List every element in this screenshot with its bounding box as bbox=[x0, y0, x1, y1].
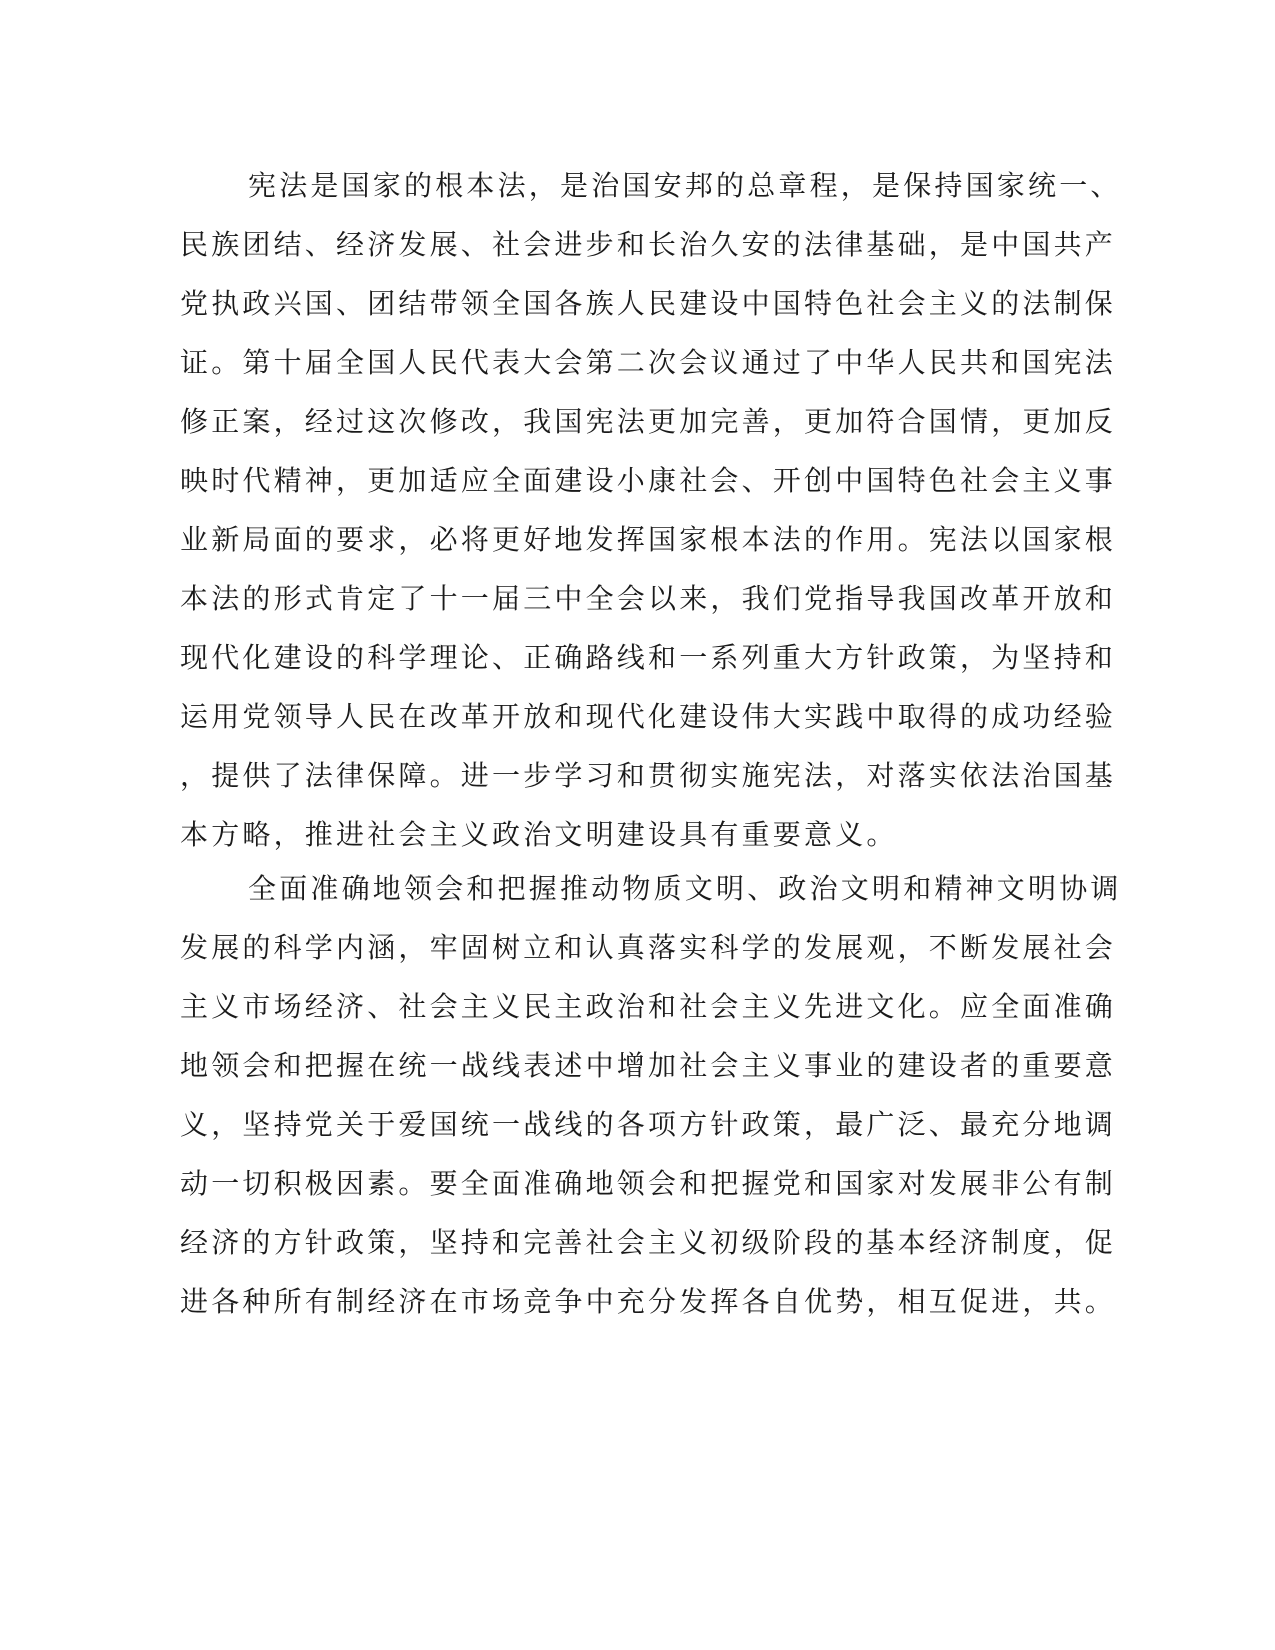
paragraph-line: 本法的形式肯定了十一届三中全会以来，我们党指导我国改革开放和 bbox=[180, 582, 1117, 615]
paragraph-line: 进各种所有制经济在市场竞争中充分发挥各自优势，相互促进，共。 bbox=[180, 1285, 1117, 1318]
paragraph-line: 运用党领导人民在改革开放和现代化建设伟大实践中取得的成功经验 bbox=[180, 700, 1117, 733]
paragraph-line: 动一切积极因素。要全面准确地领会和把握党和国家对发展非公有制 bbox=[180, 1167, 1117, 1200]
paragraph-line: 现代化建设的科学理论、正确路线和一系列重大方针政策，为坚持和 bbox=[180, 641, 1117, 674]
paragraph-line: 义，坚持党关于爱国统一战线的各项方针政策，最广泛、最充分地调 bbox=[180, 1108, 1117, 1141]
paragraph-1 bbox=[180, 156, 1122, 864]
paragraph-line: 业新局面的要求，必将更好地发挥国家根本法的作用。宪法以国家根 bbox=[180, 523, 1117, 556]
paragraph-line: 主义市场经济、社会主义民主政治和社会主义先进文化。应全面准确 bbox=[180, 990, 1117, 1023]
paragraph-line: ，提供了法律保障。进一步学习和贯彻实施宪法，对落实依法治国基 bbox=[180, 759, 1117, 792]
paragraph-line: 宪法是国家的根本法，是治国安邦的总章程，是保持国家统一、 bbox=[248, 169, 1122, 202]
paragraph-2 bbox=[180, 859, 1122, 1331]
paragraph-line: 地领会和把握在统一战线表述中增加社会主义事业的建设者的重要意 bbox=[180, 1049, 1117, 1082]
paragraph-line: 证。第十届全国人民代表大会第二次会议通过了中华人民共和国宪法 bbox=[180, 346, 1117, 379]
paragraph-line: 发展的科学内涵，牢固树立和认真落实科学的发展观，不断发展社会 bbox=[180, 931, 1117, 964]
paragraph-line: 党执政兴国、团结带领全国各族人民建设中国特色社会主义的法制保 bbox=[180, 287, 1117, 320]
paragraph-line: 全面准确地领会和把握推动物质文明、政治文明和精神文明协调 bbox=[248, 872, 1122, 905]
paragraph-line: 本方略，推进社会主义政治文明建设具有重要意义。 bbox=[180, 818, 898, 851]
paragraph-line: 民族团结、经济发展、社会进步和长治久安的法律基础，是中国共产 bbox=[180, 228, 1117, 261]
paragraph-line: 修正案，经过这次修改，我国宪法更加完善，更加符合国情，更加反 bbox=[180, 405, 1117, 438]
paragraph-line: 映时代精神，更加适应全面建设小康社会、开创中国特色社会主义事 bbox=[180, 464, 1117, 497]
paragraph-line: 经济的方针政策，坚持和完善社会主义初级阶段的基本经济制度，促 bbox=[180, 1226, 1117, 1259]
